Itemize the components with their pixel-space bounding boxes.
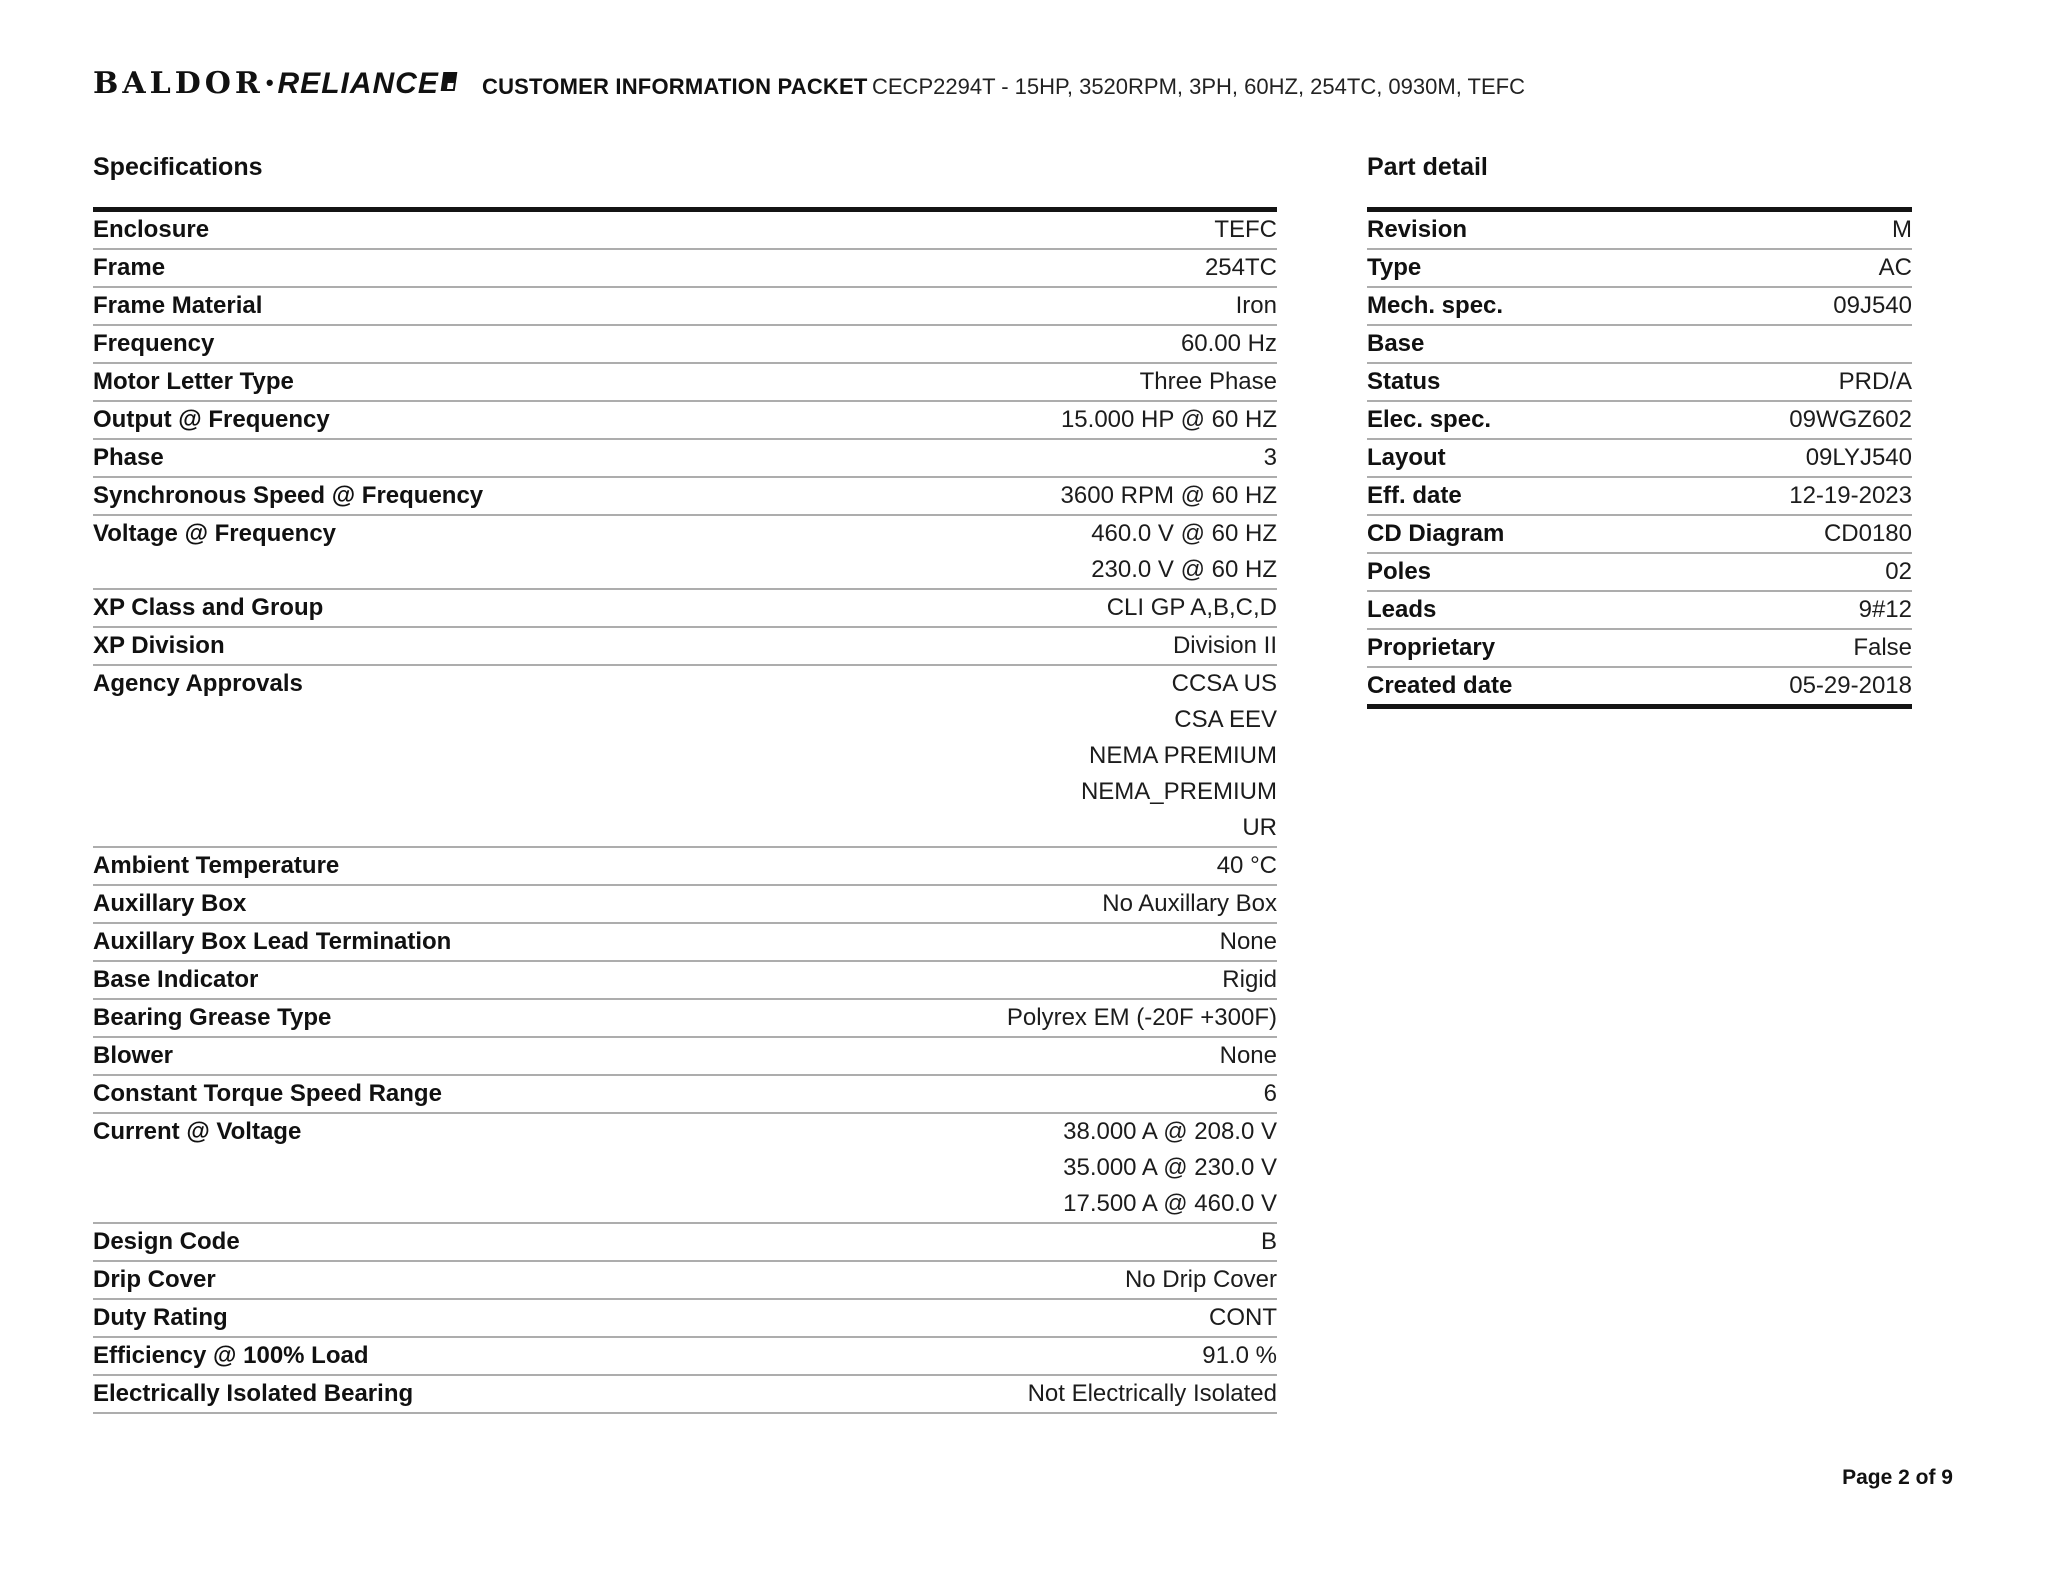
row-value-line: 09LYJ540 xyxy=(1805,444,1912,471)
row-value-line: B xyxy=(1260,1228,1277,1255)
row-value xyxy=(1261,1224,1277,1260)
row-label: XP Division xyxy=(93,632,225,659)
logo-separator-dot: • xyxy=(265,70,274,95)
row-value-line: 60.00 Hz xyxy=(1180,330,1277,357)
table-row xyxy=(93,590,1277,628)
table-row xyxy=(1367,402,1912,440)
row-value-line: 09J540 xyxy=(1833,292,1912,319)
row-value xyxy=(1028,1376,1277,1412)
row-label: Status xyxy=(1367,368,1441,395)
table-row xyxy=(1367,212,1912,250)
row-label: Electrically Isolated Bearing xyxy=(93,1380,414,1407)
table-row xyxy=(93,402,1277,440)
specifications-title: Specifications xyxy=(93,153,263,181)
row-value xyxy=(1102,886,1277,922)
row-value-line xyxy=(1905,326,1912,362)
table-row xyxy=(93,886,1277,924)
table-row xyxy=(93,478,1277,516)
row-value xyxy=(1222,962,1277,998)
row-value-line: NEMA_PREMIUM xyxy=(1080,778,1277,805)
row-label: Constant Torque Speed Range xyxy=(93,1080,442,1107)
catalog-number-line: CECP2294T - 15HP, 3520RPM, 3PH, 60HZ, 254TC, 0930M, TEFC xyxy=(872,74,1525,99)
row-value xyxy=(1264,440,1277,476)
row-value xyxy=(1789,402,1912,438)
table-row xyxy=(93,440,1277,478)
page-number: Page 2 of 9 xyxy=(1842,1466,1953,1489)
row-value xyxy=(1885,554,1912,590)
row-value-line: 6 xyxy=(1263,1080,1277,1107)
row-value xyxy=(1220,924,1277,960)
part-detail-section xyxy=(1367,152,1912,709)
row-value-line: 15.000 HP @ 60 HZ xyxy=(1060,406,1277,433)
part-detail-table xyxy=(1367,207,1912,709)
row-value xyxy=(1205,250,1277,286)
row-label: Design Code xyxy=(93,1228,240,1255)
row-value-line: CCSA US xyxy=(1171,670,1277,697)
table-row xyxy=(1367,440,1912,478)
table-row xyxy=(93,924,1277,962)
table-row xyxy=(93,628,1277,666)
row-value-line: 9#12 xyxy=(1858,596,1912,623)
row-label: Ambient Temperature xyxy=(93,852,340,879)
table-row xyxy=(1367,668,1912,704)
row-label: Proprietary xyxy=(1367,634,1496,661)
row-label: Auxillary Box xyxy=(93,890,247,917)
row-value-line: CD0180 xyxy=(1823,520,1912,547)
table-row xyxy=(93,288,1277,326)
row-label: Revision xyxy=(1367,216,1468,243)
row-value-line: 17.500 A @ 460.0 V xyxy=(1063,1190,1277,1217)
table-row xyxy=(93,1338,1277,1376)
row-value-line: No Drip Cover xyxy=(1124,1266,1277,1293)
table-row xyxy=(93,848,1277,886)
table-row xyxy=(93,1262,1277,1300)
table-row xyxy=(93,1300,1277,1338)
row-value xyxy=(1824,516,1912,552)
row-value-line: 254TC xyxy=(1204,254,1277,281)
row-value-line: 3600 RPM @ 60 HZ xyxy=(1060,482,1277,509)
row-value xyxy=(1081,666,1277,846)
row-value xyxy=(1879,250,1912,286)
baldor-wordmark: BALDOR xyxy=(93,66,264,101)
row-value xyxy=(1063,1114,1277,1222)
row-value xyxy=(1806,440,1912,476)
table-row xyxy=(1367,592,1912,630)
row-label: Motor Letter Type xyxy=(93,368,294,395)
row-value xyxy=(1181,326,1277,362)
row-label: Blower xyxy=(93,1042,174,1069)
row-label: Frame xyxy=(93,254,166,281)
row-value xyxy=(1107,590,1277,626)
row-label: Frequency xyxy=(93,330,215,357)
row-value-line: Division II xyxy=(1172,632,1277,659)
row-label: Base Indicator xyxy=(93,966,259,993)
table-row xyxy=(93,1076,1277,1114)
row-value-line: 12-19-2023 xyxy=(1789,482,1912,509)
table-row xyxy=(93,326,1277,364)
row-label: Bearing Grease Type xyxy=(93,1004,332,1031)
table-row xyxy=(93,666,1277,848)
row-value xyxy=(1214,212,1277,248)
row-value-line: TEFC xyxy=(1214,216,1277,243)
row-value-line: AC xyxy=(1878,254,1912,281)
row-label: Duty Rating xyxy=(93,1304,228,1331)
row-value-line: 05-29-2018 xyxy=(1789,672,1912,699)
specifications-table xyxy=(93,207,1277,1414)
row-label: Mech. spec. xyxy=(1367,292,1504,319)
reliance-registered-mark-icon xyxy=(441,72,458,91)
row-label: Created date xyxy=(1367,672,1513,699)
row-value xyxy=(1173,628,1277,664)
table-row xyxy=(93,1114,1277,1224)
row-label: Phase xyxy=(93,444,164,471)
row-value xyxy=(1061,478,1277,514)
row-value xyxy=(1209,1300,1277,1336)
table-row xyxy=(1367,364,1912,402)
row-value xyxy=(1789,668,1912,704)
row-value-line: CONT xyxy=(1209,1304,1277,1331)
table-row xyxy=(1367,250,1912,288)
row-label: Output @ Frequency xyxy=(93,406,330,433)
row-label: CD Diagram xyxy=(1367,520,1505,547)
table-row xyxy=(93,1376,1277,1414)
row-value xyxy=(1202,1338,1277,1374)
row-value xyxy=(1859,592,1912,628)
row-label: Synchronous Speed @ Frequency xyxy=(93,482,484,509)
table-row xyxy=(93,212,1277,250)
row-label: Drip Cover xyxy=(93,1266,216,1293)
row-value-line: 38.000 A @ 208.0 V xyxy=(1063,1118,1277,1145)
row-label: Auxillary Box Lead Termination xyxy=(93,928,452,955)
row-value-line: 230.0 V @ 60 HZ xyxy=(1091,556,1277,583)
row-label: Efficiency @ 100% Load xyxy=(93,1342,369,1369)
row-value-line: 3 xyxy=(1263,444,1277,471)
row-value xyxy=(1220,1038,1277,1074)
row-label: Base xyxy=(1367,330,1425,357)
row-value-line: Not Electrically Isolated xyxy=(1027,1380,1277,1407)
row-value-line: 02 xyxy=(1885,558,1912,585)
row-value xyxy=(1789,478,1912,514)
row-value xyxy=(1007,1000,1277,1036)
table-row xyxy=(93,1000,1277,1038)
table-row xyxy=(1367,288,1912,326)
row-label: Enclosure xyxy=(93,216,210,243)
row-label: Agency Approvals xyxy=(93,670,303,697)
row-value xyxy=(1833,288,1912,324)
row-value xyxy=(1125,1262,1277,1298)
part-detail-title: Part detail xyxy=(1367,153,1488,181)
row-value xyxy=(1892,212,1912,248)
row-value-line: 35.000 A @ 230.0 V xyxy=(1063,1154,1277,1181)
brand-logo xyxy=(93,66,456,101)
row-label: Elec. spec. xyxy=(1367,406,1492,433)
row-label: Frame Material xyxy=(93,292,263,319)
row-label: Layout xyxy=(1367,444,1446,471)
row-value xyxy=(1264,1076,1277,1112)
row-value xyxy=(1905,326,1912,362)
row-value-line: None xyxy=(1219,1042,1277,1069)
row-value xyxy=(1853,630,1912,666)
row-value-line: 40 °C xyxy=(1216,852,1277,879)
row-value xyxy=(1217,848,1277,884)
table-row xyxy=(1367,326,1912,364)
row-value xyxy=(1091,516,1277,588)
row-value-line: NEMA PREMIUM xyxy=(1088,742,1277,769)
row-label: Eff. date xyxy=(1367,482,1462,509)
row-value xyxy=(1140,364,1277,400)
reliance-wordmark: RELIANCE xyxy=(277,67,439,100)
row-value xyxy=(1236,288,1277,324)
row-value-line: False xyxy=(1853,634,1912,661)
table-row xyxy=(93,364,1277,402)
row-value xyxy=(1061,402,1277,438)
table-row xyxy=(93,962,1277,1000)
row-label: Leads xyxy=(1367,596,1437,623)
row-label: Current @ Voltage xyxy=(93,1118,302,1145)
document-title: CUSTOMER INFORMATION PACKET xyxy=(482,74,868,99)
row-value-line: None xyxy=(1219,928,1277,955)
row-value-line: Polyrex EM (-20F +300F) xyxy=(1006,1004,1277,1031)
row-value-line: M xyxy=(1892,216,1912,243)
table-row xyxy=(1367,630,1912,668)
row-value-line: No Auxillary Box xyxy=(1102,890,1277,917)
row-value-line: Three Phase xyxy=(1139,368,1277,395)
row-value-line: Rigid xyxy=(1222,966,1277,993)
table-row xyxy=(1367,478,1912,516)
row-value-line: 460.0 V @ 60 HZ xyxy=(1091,520,1277,547)
row-value-line: PRD/A xyxy=(1838,368,1912,395)
row-value-line: CSA EEV xyxy=(1174,706,1277,733)
table-row xyxy=(93,250,1277,288)
specifications-section xyxy=(93,152,1277,1414)
row-value-line: 91.0 % xyxy=(1202,1342,1277,1369)
row-label: XP Class and Group xyxy=(93,594,324,621)
row-label: Type xyxy=(1367,254,1422,281)
table-row xyxy=(1367,516,1912,554)
row-label: Voltage @ Frequency xyxy=(93,520,337,547)
table-row xyxy=(93,1224,1277,1262)
row-label: Poles xyxy=(1367,558,1432,585)
row-value xyxy=(1839,364,1912,400)
table-row xyxy=(93,1038,1277,1076)
row-value-line: CLI GP A,B,C,D xyxy=(1106,594,1277,621)
row-value-line: 09WGZ602 xyxy=(1789,406,1912,433)
row-value-line: Iron xyxy=(1235,292,1277,319)
row-value-line: UR xyxy=(1242,814,1277,841)
table-row xyxy=(93,516,1277,590)
table-row xyxy=(1367,554,1912,592)
